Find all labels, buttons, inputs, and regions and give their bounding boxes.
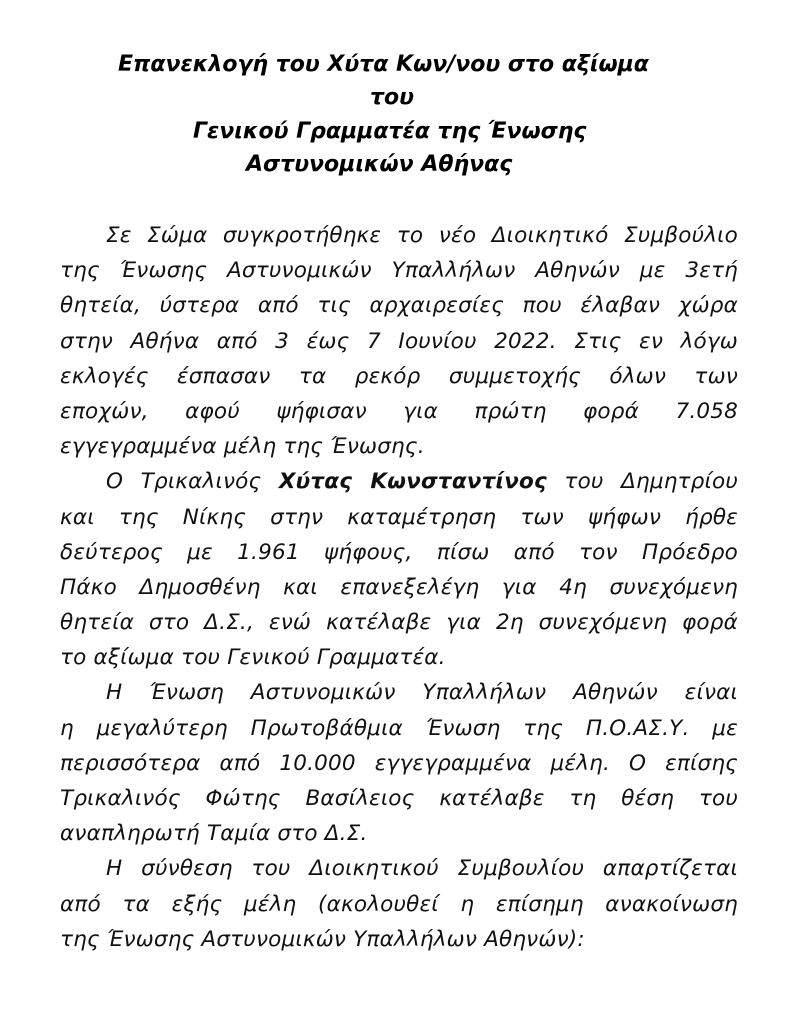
text-line: η μεγαλύτερη Πρωτοβάθμια Ένωση της Π.Ο.ΑΣ.Υ. με (60, 715, 738, 741)
text-line: Η σύνθεση του Διοικητικού Συμβουλίου απαρτίζεται (106, 856, 738, 882)
text-line: από τα εξής μέλη (ακολουθεί η επίσημη ανακοίνωση (60, 891, 738, 917)
text-line: δεύτερος με 1.961 ψήφους, πίσω από τον Πρόεδρο (60, 539, 738, 565)
text-line: αναπληρωτή Ταμία στο Δ.Σ. (60, 821, 368, 847)
text-line: Πάκο Δημοσθένη και επανεξελέγη για 4η συνεχόμενη (60, 574, 738, 600)
text-line: θητεία στο Δ.Σ., ενώ κατέλαβε για 2η συνεχόμενη φορά (60, 610, 738, 636)
text-line: εκλογές έσπασαν τα ρεκόρ συμμετοχής όλων των (60, 363, 738, 389)
text-line: της Ένωσης Αστυνομικών Υπαλλήλων Αθηνών με 3ετή (60, 258, 738, 284)
title-line-3: Γενικού Γραμματέα της Ένωσης (193, 119, 587, 144)
text-line: Τρικαλινός Φώτης Βασίλειος κατέλαβε τη θέση του (60, 786, 738, 811)
title-line-4: Αστυνομικών Αθήνας (246, 152, 513, 177)
title-line-2: του (370, 85, 415, 110)
text-line: εποχών, αφού ψήφισαν για πρώτη φορά 7.058 (60, 398, 738, 424)
paragraph-2 (60, 464, 738, 675)
article-body (60, 218, 738, 957)
text-line: και της Νίκης στην καταμέτρηση των ψήφων ήρθε (60, 504, 738, 530)
text-line: Σε Σώμα συγκροτήθηκε το νέο Διοικητικό Συμβούλιο (106, 223, 738, 248)
paragraph-4 (60, 851, 738, 957)
person-name-bold: Χύτας Κωνσταντίνος (278, 469, 547, 495)
paragraph-3 (60, 675, 738, 851)
text-line: το αξίωμα του Γενικού Γραμματέα. (60, 645, 446, 671)
text-line: θητεία, ύστερα από τις αρχαιρεσίες που έλαβαν χώρα (60, 293, 738, 319)
text-run: του Δημητρίου (546, 469, 738, 495)
text-run: Ο Τρικαλινός (106, 469, 279, 495)
text-line: Η Ένωση Αστυνομικών Υπαλλήλων Αθηνών είναι (106, 680, 738, 706)
text-line (60, 464, 738, 499)
title-line-1: Επανεκλογή του Χύτα Κων/νου στο αξίωμα (118, 52, 649, 77)
text-line: στην Αθήνα από 3 έως 7 Ιουνίου 2022. Στις εν λόγω (60, 328, 738, 354)
text-line: της Ένωσης Αστυνομικών Υπαλλήλων Αθηνών): (60, 926, 585, 952)
text-line: περισσότερα από 10.000 εγγεγραμμένα μέλη. Ο επίσης (60, 750, 738, 776)
text-line: εγγεγραμμένα μέλη της Ένωσης. (60, 434, 425, 460)
paragraph-1 (60, 218, 738, 464)
